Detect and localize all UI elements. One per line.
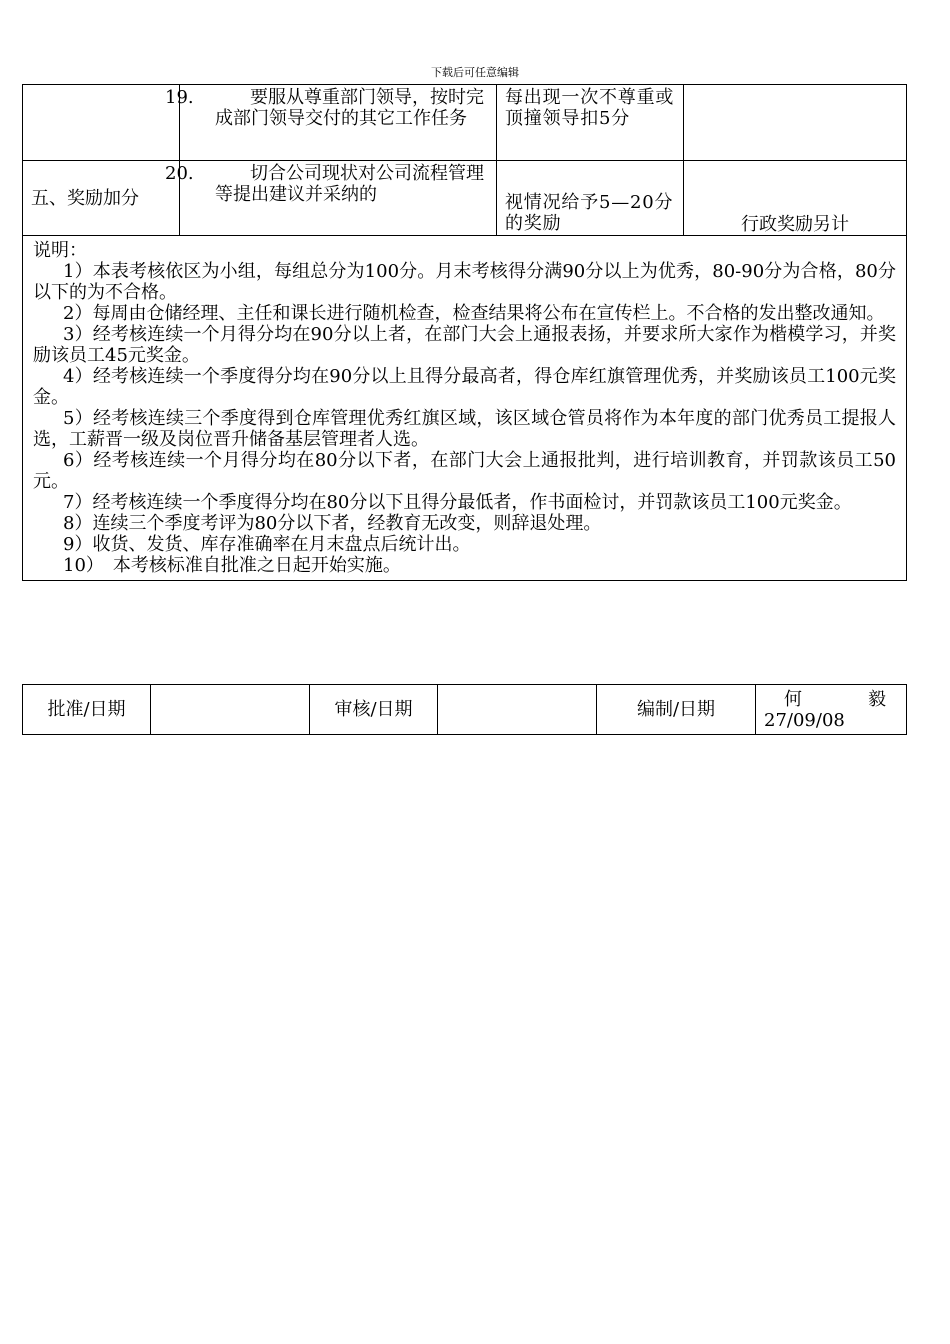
penalty-cell: [497, 161, 684, 236]
notes-cell: [23, 236, 907, 581]
note-item: 3）经考核连续一个月得分均在90分以上者，在部门大会上通报表扬，并要求所大家作为楷模学习，并奖励该员工45元奖金。: [33, 324, 896, 366]
item-text: 切合公司现状对公司流程管理等提出建议并采纳的: [215, 163, 484, 205]
note-cell: [684, 85, 907, 161]
item-text: 要服从尊重部门领导，按时完成部门领导交付的其它工作任务: [215, 87, 484, 129]
notes-heading: 说明：: [33, 240, 87, 261]
header-note: 下载后可任意编辑: [431, 66, 519, 79]
table-row: [23, 85, 907, 161]
note-item: 7）经考核连续一个季度得分均在80分以下且得分最低者，作书面检讨，并罚款该员工100元奖金。: [63, 492, 852, 513]
note-item: 4）经考核连续一个季度得分均在90分以上且得分最高者，得仓库红旗管理优秀，并奖励该员工100元奖金。: [33, 366, 896, 408]
preparer-name-part: 何: [784, 688, 802, 710]
signoff-table: [22, 684, 907, 735]
prepare-date: 27/09/08: [764, 709, 845, 731]
note-item: 10） 本考核标准自批准之日起开始实施。: [63, 555, 401, 576]
item-cell: [165, 85, 497, 161]
preparer-name: [764, 689, 898, 710]
notes-row: [23, 236, 907, 581]
note-item: 2）每周由仓储经理、主任和课长进行随机检查，检查结果将公布在宣传栏上。不合格的发出整改通知。: [63, 303, 885, 324]
review-field[interactable]: [438, 685, 597, 735]
prepare-field[interactable]: [756, 685, 907, 735]
category-cell: [23, 85, 180, 161]
penalty-text: 视情况给予5—20分的奖励: [505, 192, 674, 234]
prepare-label: 编制/日期: [597, 685, 756, 735]
note-item: 6）经考核连续一个月得分均在80分以下者，在部门大会上通报批判，进行培训教育，并罚款该员工50元。: [33, 450, 896, 492]
note-item: 1）本表考核依区为小组，每组总分为100分。月末考核得分满90分以上为优秀，80-90分为合格，80分以下的为不合格。: [33, 261, 896, 303]
approve-label: 批准/日期: [23, 685, 151, 735]
approve-field[interactable]: [151, 685, 310, 735]
preparer-name-part: 毅: [868, 688, 886, 710]
item-number: 19.: [165, 87, 194, 108]
review-label: 审核/日期: [310, 685, 438, 735]
note-cell: 行政奖励另计: [684, 161, 907, 236]
note-item: 5）经考核连续三个季度得到仓库管理优秀红旗区域，该区域仓管员将作为本年度的部门优秀员工提报人选，工薪晋一级及岗位晋升储备基层管理者人选。: [33, 408, 896, 450]
note-item: 9）收货、发货、库存准确率在月末盘点后统计出。: [63, 534, 471, 555]
category-cell: 五、奖励加分: [23, 161, 180, 236]
note-item: 8）连续三个季度考评为80分以下者，经教育无改变，则辞退处理。: [63, 513, 602, 534]
item-cell: [165, 161, 497, 236]
assessment-table: [22, 84, 907, 581]
signoff-row: [23, 685, 907, 735]
penalty-cell: 每出现一次不尊重或顶撞领导扣5分: [497, 85, 684, 161]
item-number: 20.: [165, 163, 194, 184]
table-row: [23, 161, 907, 236]
